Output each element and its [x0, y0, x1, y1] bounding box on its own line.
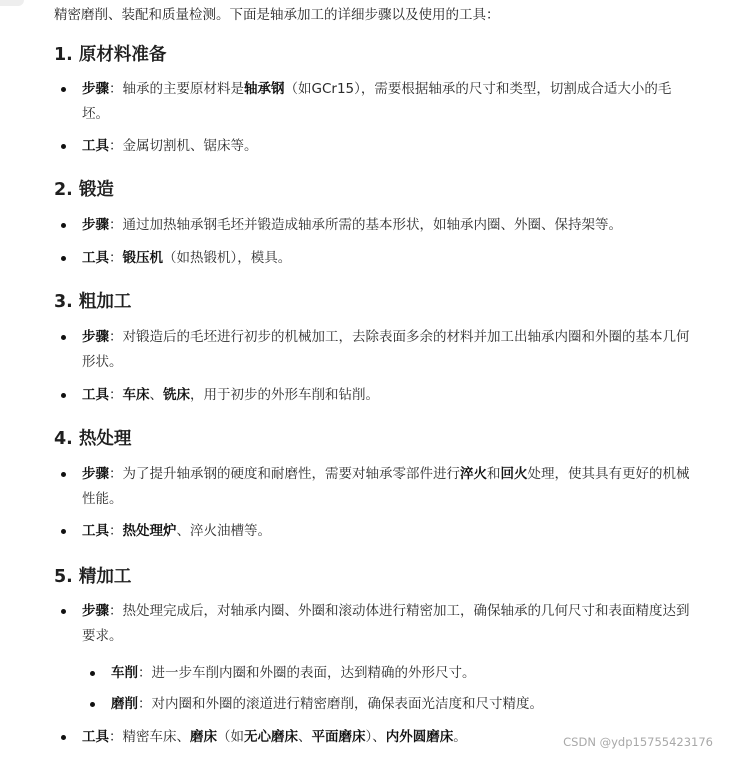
- bullet-icon: [61, 472, 66, 477]
- section-3-tool-item: [82, 383, 692, 408]
- bullet-icon: [90, 671, 95, 676]
- tool-text: （如: [217, 729, 244, 745]
- step-text: 处理，使其具有更好的机械性能。: [82, 466, 690, 507]
- tool-text: ：精密车床、: [109, 729, 190, 745]
- tool-text: ：: [109, 523, 123, 539]
- bullet-icon: [90, 702, 95, 707]
- section-heading-4: 4. 热处理: [54, 429, 132, 449]
- sub-item-text: ：进一步车削内圈和外圈的表面，达到精确的外形尺寸。: [138, 665, 476, 681]
- tool-label: 工具: [82, 387, 109, 403]
- section-1-tool-item: [82, 134, 692, 159]
- tool-text: 、: [149, 387, 163, 403]
- tool-text: 。: [453, 729, 467, 745]
- corner-decoration: [0, 0, 24, 6]
- tool-text: ：: [109, 250, 123, 266]
- step-text: ：为了提升轴承钢的硬度和耐磨性，需要对轴承零部件进行: [109, 466, 460, 482]
- section-5-step-item: [82, 599, 692, 649]
- tool-label: 工具: [82, 729, 109, 745]
- intro-text: 精密磨削、装配和质量检测。下面是轴承加工的详细步骤以及使用的工具：: [54, 7, 500, 23]
- sub-item-label: 磨削: [111, 696, 138, 712]
- bullet-icon: [61, 144, 66, 149]
- tool-text: ）、: [365, 729, 386, 745]
- sub-item-text: ：对内圈和外圈的滚道进行精密磨削，确保表面光洁度和尺寸精度。: [138, 696, 543, 712]
- bold-term: 锻压机: [122, 250, 163, 266]
- tool-text: （如热锻机），模具。: [163, 250, 292, 266]
- section-3-step-item: [82, 325, 692, 375]
- section-5-sub-item: [111, 661, 701, 686]
- step-label: 步骤: [82, 466, 109, 482]
- bullet-icon: [61, 335, 66, 340]
- step-label: 步骤: [82, 329, 109, 345]
- bold-term: 回火: [500, 466, 528, 482]
- bullet-icon: [61, 735, 66, 740]
- step-text: （如GCr15），需要根据轴承的尺寸和类型，切割成合适大小的毛坯。: [82, 81, 672, 122]
- step-label: 步骤: [82, 217, 109, 233]
- bullet-icon: [61, 256, 66, 261]
- step-text: ：轴承的主要原材料是: [109, 81, 244, 97]
- tool-label: 工具: [82, 523, 109, 539]
- tool-text: ：: [109, 387, 123, 403]
- step-label: 步骤: [82, 603, 109, 619]
- bold-term: 淬火: [460, 466, 487, 482]
- bold-term: 铣床: [163, 387, 190, 403]
- bold-term: 无心磨床: [244, 729, 298, 745]
- bold-term: 平面磨床: [311, 729, 366, 745]
- step-label: 步骤: [82, 81, 109, 97]
- bold-term: 轴承钢: [244, 81, 285, 97]
- section-2-tool-item: [82, 246, 692, 271]
- tool-text: ，用于初步的外形车削和钻削。: [190, 387, 379, 403]
- bullet-icon: [61, 529, 66, 534]
- step-text: 和: [487, 466, 501, 482]
- tool-text: ：金属切割机、锯床等。: [109, 138, 258, 154]
- section-1-step-item: [82, 77, 692, 127]
- tool-label: 工具: [82, 138, 109, 154]
- section-heading-5: 5. 精加工: [54, 567, 132, 587]
- bullet-icon: [61, 87, 66, 92]
- sub-item-label: 车削: [111, 665, 138, 681]
- bold-term: 热处理炉: [122, 523, 177, 539]
- step-text: ：热处理完成后，对轴承内圈、外圈和滚动体进行精密加工，确保轴承的几何尺寸和表面精度达到要求。: [82, 603, 690, 644]
- section-heading-2: 2. 锻造: [54, 180, 114, 200]
- tool-text: 、淬火油槽等。: [176, 523, 271, 539]
- watermark: CSDN @ydp15755423176: [563, 735, 713, 749]
- tool-label: 工具: [82, 250, 109, 266]
- bold-term: 内外圆磨床: [385, 729, 454, 745]
- section-heading-3: 3. 粗加工: [54, 292, 132, 312]
- section-4-tool-item: [82, 519, 692, 544]
- bullet-icon: [61, 393, 66, 398]
- step-text: ：通过加热轴承钢毛坯并锻造成轴承所需的基本形状，如轴承内圈、外圈、保持架等。: [109, 217, 622, 233]
- bold-term: 车床: [122, 387, 150, 403]
- bold-term: 磨床: [190, 729, 217, 745]
- section-5-sub-item: [111, 692, 701, 717]
- tool-text: 、: [298, 729, 312, 745]
- section-heading-1: 1. 原材料准备: [54, 45, 167, 65]
- section-4-step-item: [82, 462, 692, 512]
- step-text: ：对锻造后的毛坯进行初步的机械加工，去除表面多余的材料并加工出轴承内圈和外圈的基本几何形状。: [82, 329, 690, 370]
- bullet-icon: [61, 609, 66, 614]
- bullet-icon: [61, 223, 66, 228]
- section-2-step-item: [82, 213, 692, 238]
